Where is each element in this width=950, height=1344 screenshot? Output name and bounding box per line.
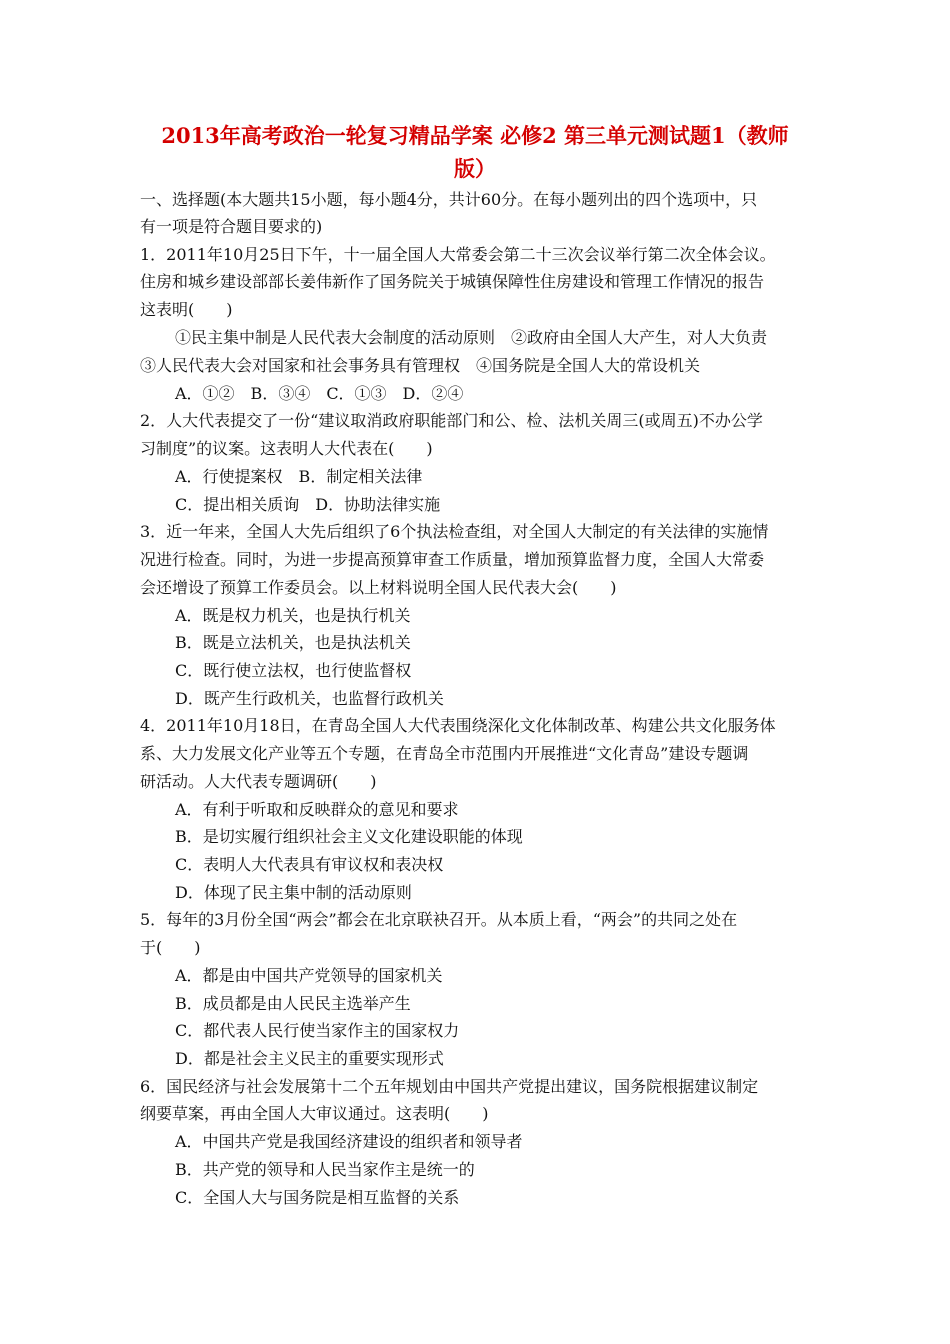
question-3-option-d: D．既产生行政机关，也监督行政机关 bbox=[175, 689, 444, 708]
question-3-stem-line-2: 况进行检查。同时，为进一步提高预算审查工作质量，增加预算监督力度，全国人大常委 bbox=[140, 550, 765, 569]
question-5-stem-line-1: 5．每年的3月份全国“两会”都会在北京联袂召开。从本质上看，“两会”的共同之处在 bbox=[140, 910, 738, 929]
question-6-option-b: B．共产党的领导和人民当家作主是统一的 bbox=[175, 1160, 475, 1179]
question-1-statements-line-1: ①民主集中制是人民代表大会制度的活动原则 ②政府由全国人大产生，对人大负责 bbox=[175, 328, 768, 347]
question-1-stem-line-2: 住房和城乡建设部部长姜伟新作了国务院关于城镇保障性住房建设和管理工作情况的报告 bbox=[140, 272, 765, 291]
question-4-stem-line-1: 4．2011年10月18日，在青岛全国人大代表围绕深化文化体制改革、构建公共文化服务体 bbox=[140, 716, 776, 735]
question-2-stem-line-2: 习制度”的议案。这表明人大代表在( ) bbox=[140, 439, 433, 458]
section-instruction-line-1: 一、选择题(本大题共15小题，每小题4分，共计60分。在每小题列出的四个选项中，只 bbox=[140, 190, 758, 209]
question-2-options-line-2: C．提出相关质询 D．协助法律实施 bbox=[175, 495, 441, 514]
question-4-option-a: A．有利于听取和反映群众的意见和要求 bbox=[175, 800, 459, 819]
question-3-option-c: C．既行使立法权，也行使监督权 bbox=[175, 661, 412, 680]
question-5-option-a: A．都是由中国共产党领导的国家机关 bbox=[175, 966, 443, 985]
question-6-option-c: C．全国人大与国务院是相互监督的关系 bbox=[175, 1188, 460, 1207]
question-4-option-b: B．是切实履行组织社会主义文化建设职能的体现 bbox=[175, 827, 523, 846]
question-4-option-d: D．体现了民主集中制的活动原则 bbox=[175, 883, 412, 902]
question-1-options: A．①② B．③④ C．①③ D．②④ bbox=[175, 384, 464, 403]
document-title-line-2: 版） bbox=[454, 156, 496, 181]
question-3-stem-line-1: 3．近一年来，全国人大先后组织了6个执法检查组，对全国人大制定的有关法律的实施情 bbox=[140, 522, 769, 541]
question-3-option-b: B．既是立法机关，也是执法机关 bbox=[175, 633, 411, 652]
question-2-options-line-1: A．行使提案权 B．制定相关法律 bbox=[175, 467, 423, 486]
question-3-option-a: A．既是权力机关，也是执行机关 bbox=[175, 606, 411, 625]
question-4-stem-line-3: 研活动。人大代表专题调研( ) bbox=[140, 772, 377, 791]
document-title-line-1: 2013年高考政治一轮复习精品学案 必修2 第三单元测试题1（教师 bbox=[161, 123, 789, 148]
question-3-stem-line-3: 会还增设了预算工作委员会。以上材料说明全国人民代表大会( ) bbox=[140, 578, 617, 597]
question-6-option-a: A．中国共产党是我国经济建设的组织者和领导者 bbox=[175, 1132, 523, 1151]
question-6-stem-line-1: 6．国民经济与社会发展第十二个五年规划由中国共产党提出建议，国务院根据建议制定 bbox=[140, 1077, 759, 1096]
section-instruction-line-2: 有一项是符合题目要求的) bbox=[140, 217, 323, 236]
question-5-option-d: D．都是社会主义民主的重要实现形式 bbox=[175, 1049, 444, 1068]
question-4-option-c: C．表明人大代表具有审议权和表决权 bbox=[175, 855, 444, 874]
question-1-stem-line-1: 1．2011年10月25日下午，十一届全国人大常委会第二十三次会议举行第二次全体会议。 bbox=[140, 245, 776, 264]
question-5-stem-line-2: 于( ) bbox=[140, 938, 201, 957]
question-5-option-c: C．都代表人民行使当家作主的国家权力 bbox=[175, 1021, 460, 1040]
question-5-option-b: B．成员都是由人民民主选举产生 bbox=[175, 994, 411, 1013]
question-1-statements-line-2: ③人民代表大会对国家和社会事务具有管理权 ④国务院是全国人大的常设机关 bbox=[140, 356, 701, 375]
question-4-stem-line-2: 系、大力发展文化产业等五个专题，在青岛全市范围内开展推进“文化青岛”建设专题调 bbox=[140, 744, 749, 763]
question-2-stem-line-1: 2．人大代表提交了一份“建议取消政府职能部门和公、检、法机关周三(或周五)不办公学 bbox=[140, 411, 763, 430]
question-6-stem-line-2: 纲要草案，再由全国人大审议通过。这表明( ) bbox=[140, 1104, 489, 1123]
question-1-stem-line-3: 这表明( ) bbox=[140, 300, 233, 319]
